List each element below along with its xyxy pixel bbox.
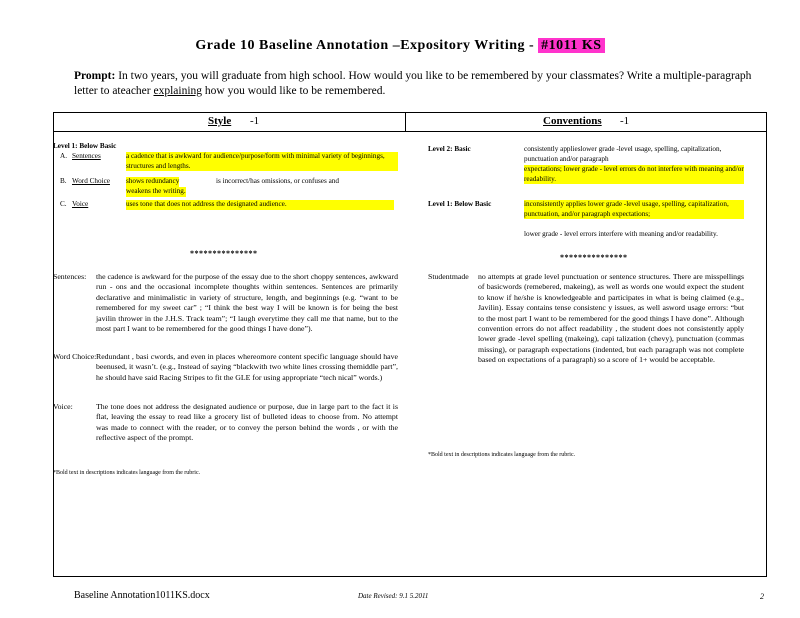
style-separator: *************** [190,249,258,258]
style-level: Level 1: Below Basic [53,142,117,150]
conventions-annotation-label: Studentmade [428,272,469,281]
style-item-word-choice-text2: is incorrect/has omissions, or confuses and [216,177,339,185]
sentences-label: Sentences: [53,272,87,281]
conventions-level-2-highlight: expectations; lower grade - level errors do not interfere with meaning and/or readability. [524,165,744,183]
prompt-text-end: how you would like to be remembered. [204,85,386,97]
footer-filename: Baseline Annotation1011KS.docx [74,590,210,601]
style-item-word-choice-text: shows redundancy [126,177,180,185]
header-divider [53,131,767,132]
prompt [74,69,754,99]
style-item-letter-b: B. [60,177,67,185]
style-item-word-choice-text3: weakens the writing. [126,187,186,195]
style-item-voice: Voice [72,200,89,208]
prompt-text: In two years, you will graduate from high school. How would you like to be remembered by your classmates? Write a multiple-paragraph letter to ateacher [74,70,752,97]
word-choice-label: Word Choice: [53,352,97,361]
word-choice-annotation: Redundant , basi cwords, and even in places whereomore content specific language should have beenused, it wasn’t. (e.g., Instead of saying “blackwith two white lines crossing themiddle part”, he should have said Racing Stripes to fit the GLE for using appropriate “tech nical” words.) [96,352,398,382]
footer-revised-date: Date Revised: 9.1 5.2011 [358,592,429,600]
conventions-score: -1 [620,115,630,127]
conventions-level-2-text: consistently applieslower grade -level usage, spelling, capitalization, punctuation and/or paragraph [524,145,722,163]
style-item-voice-text: uses tone that does not address the designated audience. [126,200,394,210]
style-item-letter-a: A. [60,152,67,160]
conventions-heading: Conventions [543,115,602,127]
conventions-level-1-tail: lower grade - level errors interfere with meaning and/or readability. [524,230,718,238]
title-text: Grade 10 Baseline Annotation –Expository Writing - [195,38,535,53]
style-item-sentences-text: a cadence that is awkward for audience/purpose/form with minimal variety of beginnings, structures and lengths. [126,152,398,171]
style-heading: Style [208,115,232,127]
column-divider [405,112,406,132]
style-score: -1 [250,115,260,127]
style-item-word-choice: Word Choice [72,177,110,185]
footer-page-number: 2 [760,592,764,601]
conventions-separator: *************** [560,253,628,262]
voice-annotation: The tone does not address the designated audience or purpose, due in large part to the fact it is flat, leaving the essay to read like a grocery list of bulleted ideas to choose from. No attempt was made to connect with the reader, or to convey the person behind the words , or with the reflective aspect of the prompt. [96,402,398,443]
style-item-sentences: Sentences [72,152,101,160]
student-code: #1011 KS [538,38,604,53]
conventions-level-1: Level 1: Below Basic [428,200,492,208]
page-title [0,38,800,54]
style-item-letter-c: C. [60,200,67,208]
style-footnote: *Bold text in descriptions indicates language from the rubric. [53,470,201,476]
conventions-footnote: *Bold text in descriptions indicates language from the rubric. [428,452,576,458]
prompt-underlined: explaining [153,85,203,97]
sentences-annotation: the cadence is awkward for the purpose of the essay due to the short choppy sentences, awkward run - ons and the occasional incomplete thoughts within sentences. Sentences are primarily declarative and minimalistic in variety of structure, length, and beginnings (e.g. “want to be remembered for my sweet car” ; “I think the best way I will be known is for being the best javilin thrower in the J.H.S. Track team”; “I laugh everytime they call me that name, but to the most part I want to be remembered for the good things I have done”). [96,272,398,334]
conventions-level-1-highlight: inconsistently applies lower grade -level usage, spelling, capitalization, punctuation, and/or paragraph expectations; [524,200,744,219]
prompt-label: Prompt: [74,70,116,82]
conventions-annotation: no attempts at grade level punctuation or sentence structures. There are misspellings of basicwords (remebered, makeing), as well as words one would expect the student to know if he/she is knowledgeable and participates in what is being claimed (e.g., Javilin). Essay contains tense consistenc y issues, as well asword usage errors: “but to the most part I want to be remembered for the good things I have done”. Although convention errors do not affect readability , the student does not consistently apply lower grade -level spelling (makeing), capi talization (chevy), punctuation (commas missing), or paragraph expectations (indented, but each paragraph was not complete based on expectations of a paragraph) so a score of 1+ would be acceptable. [478,272,744,365]
voice-label: Voice: [53,402,73,411]
conventions-level-2: Level 2: Basic [428,145,471,153]
